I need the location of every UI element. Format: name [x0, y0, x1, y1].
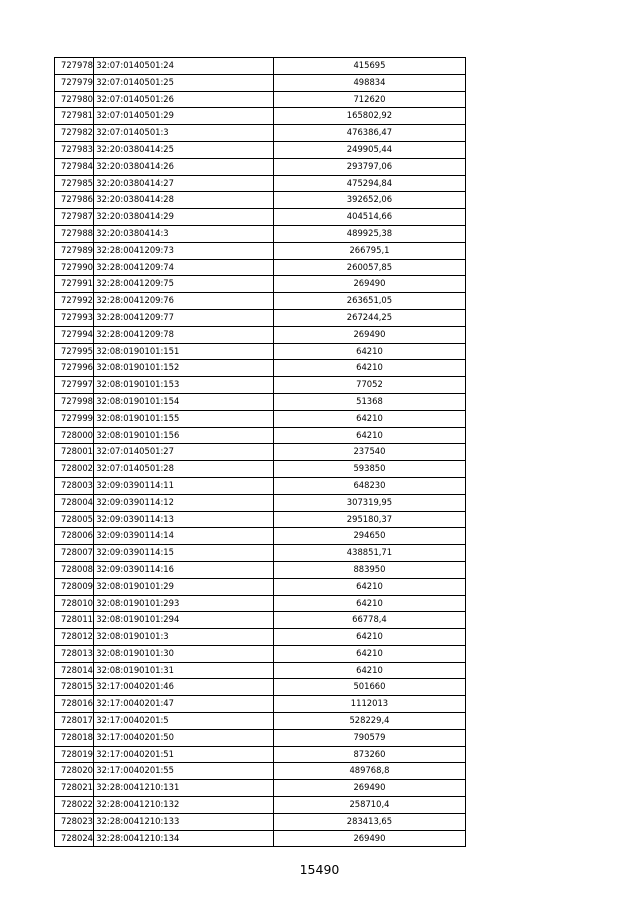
row-id-cell: 727991 [55, 276, 94, 293]
row-id-cell: 727982 [55, 125, 94, 142]
value-cell: 269490 [273, 276, 465, 293]
value-cell: 269490 [273, 326, 465, 343]
table-row [55, 561, 466, 578]
table-row [55, 461, 466, 478]
value-cell: 293797,06 [273, 158, 465, 175]
value-cell: 269490 [273, 780, 465, 797]
table-row [55, 91, 466, 108]
table-row [55, 74, 466, 91]
value-cell: 790579 [273, 729, 465, 746]
table-row [55, 528, 466, 545]
value-cell: 498834 [273, 74, 465, 91]
row-id-cell: 727978 [55, 58, 94, 75]
row-id-cell: 728010 [55, 595, 94, 612]
table-row [55, 242, 466, 259]
cadastral-number-cell: 32:09:0390114:16 [94, 561, 274, 578]
cadastral-number-cell: 32:08:0190101:29 [94, 578, 274, 595]
table-row [55, 578, 466, 595]
table-row [55, 276, 466, 293]
value-cell: 415695 [273, 58, 465, 75]
value-cell: 237540 [273, 444, 465, 461]
cadastral-number-cell: 32:08:0190101:3 [94, 629, 274, 646]
cadastral-number-cell: 32:28:0041209:77 [94, 309, 274, 326]
cadastral-number-cell: 32:28:0041209:75 [94, 276, 274, 293]
table-row [55, 225, 466, 242]
row-id-cell: 727986 [55, 192, 94, 209]
table-row [55, 58, 466, 75]
row-id-cell: 728013 [55, 645, 94, 662]
value-cell: 528229,4 [273, 713, 465, 730]
cadastral-number-cell: 32:08:0190101:153 [94, 377, 274, 394]
row-id-cell: 728003 [55, 477, 94, 494]
row-id-cell: 728016 [55, 696, 94, 713]
value-cell: 64210 [273, 645, 465, 662]
table-row [55, 797, 466, 814]
table-row [55, 612, 466, 629]
cadastral-number-cell: 32:09:0390114:15 [94, 545, 274, 562]
value-cell: 392652,06 [273, 192, 465, 209]
cadastral-number-cell: 32:09:0390114:14 [94, 528, 274, 545]
cadastral-number-cell: 32:07:0140501:25 [94, 74, 274, 91]
row-id-cell: 727989 [55, 242, 94, 259]
value-cell: 267244,25 [273, 309, 465, 326]
cadastral-number-cell: 32:28:0041209:76 [94, 293, 274, 310]
cadastral-number-cell: 32:08:0190101:151 [94, 343, 274, 360]
cadastral-number-cell: 32:09:0390114:11 [94, 477, 274, 494]
value-cell: 489768,8 [273, 763, 465, 780]
table-row [55, 192, 466, 209]
cadastral-number-cell: 32:20:0380414:3 [94, 225, 274, 242]
table-row [55, 595, 466, 612]
cadastral-number-cell: 32:20:0380414:29 [94, 209, 274, 226]
row-id-cell: 728017 [55, 713, 94, 730]
table-row [55, 763, 466, 780]
value-cell: 165802,92 [273, 108, 465, 125]
row-id-cell: 727984 [55, 158, 94, 175]
table-row [55, 427, 466, 444]
table-row [55, 713, 466, 730]
table-row [55, 141, 466, 158]
row-id-cell: 728000 [55, 427, 94, 444]
row-id-cell: 728006 [55, 528, 94, 545]
cadastral-number-cell: 32:08:0190101:152 [94, 360, 274, 377]
table-row [55, 511, 466, 528]
value-cell: 476386,47 [273, 125, 465, 142]
row-id-cell: 727979 [55, 74, 94, 91]
value-cell: 307319,95 [273, 494, 465, 511]
cadastral-number-cell: 32:17:0040201:51 [94, 746, 274, 763]
value-cell: 263651,05 [273, 293, 465, 310]
cadastral-number-cell: 32:17:0040201:46 [94, 679, 274, 696]
value-cell: 64210 [273, 662, 465, 679]
value-cell: 249905,44 [273, 141, 465, 158]
cadastral-number-cell: 32:07:0140501:26 [94, 91, 274, 108]
value-cell: 269490 [273, 830, 465, 847]
value-cell: 266795,1 [273, 242, 465, 259]
table-row [55, 629, 466, 646]
row-id-cell: 728009 [55, 578, 94, 595]
row-id-cell: 727992 [55, 293, 94, 310]
cadastral-number-cell: 32:07:0140501:28 [94, 461, 274, 478]
row-id-cell: 728001 [55, 444, 94, 461]
value-cell: 438851,71 [273, 545, 465, 562]
cadastral-number-cell: 32:08:0190101:31 [94, 662, 274, 679]
cadastral-number-cell: 32:08:0190101:154 [94, 393, 274, 410]
cadastral-number-cell: 32:20:0380414:28 [94, 192, 274, 209]
table-row [55, 780, 466, 797]
cadastral-number-cell: 32:20:0380414:27 [94, 175, 274, 192]
value-cell: 64210 [273, 578, 465, 595]
row-id-cell: 728008 [55, 561, 94, 578]
row-id-cell: 728019 [55, 746, 94, 763]
row-id-cell: 727994 [55, 326, 94, 343]
row-id-cell: 727983 [55, 141, 94, 158]
value-cell: 295180,37 [273, 511, 465, 528]
row-id-cell: 727990 [55, 259, 94, 276]
cadastral-number-cell: 32:07:0140501:3 [94, 125, 274, 142]
table-body [55, 58, 466, 847]
value-cell: 501660 [273, 679, 465, 696]
table-row [55, 259, 466, 276]
table-row [55, 309, 466, 326]
row-id-cell: 727997 [55, 377, 94, 394]
row-id-cell: 727996 [55, 360, 94, 377]
cadastral-number-cell: 32:28:0041209:74 [94, 259, 274, 276]
row-id-cell: 727993 [55, 309, 94, 326]
value-cell: 51368 [273, 393, 465, 410]
table-row [55, 444, 466, 461]
cadastral-number-cell: 32:28:0041210:131 [94, 780, 274, 797]
cadastral-number-cell: 32:17:0040201:50 [94, 729, 274, 746]
table-row [55, 813, 466, 830]
value-cell: 294650 [273, 528, 465, 545]
table-row [55, 830, 466, 847]
row-id-cell: 727987 [55, 209, 94, 226]
cadastral-number-cell: 32:17:0040201:47 [94, 696, 274, 713]
cadastral-number-cell: 32:20:0380414:26 [94, 158, 274, 175]
cadastral-number-cell: 32:08:0190101:156 [94, 427, 274, 444]
table-row [55, 125, 466, 142]
data-table [54, 57, 466, 847]
value-cell: 64210 [273, 629, 465, 646]
value-cell: 64210 [273, 360, 465, 377]
table-row [55, 696, 466, 713]
value-cell: 873260 [273, 746, 465, 763]
page-number: 15490 [299, 862, 340, 877]
row-id-cell: 727995 [55, 343, 94, 360]
table-row [55, 477, 466, 494]
cadastral-number-cell: 32:08:0190101:155 [94, 410, 274, 427]
cadastral-number-cell: 32:17:0040201:55 [94, 763, 274, 780]
table-row [55, 393, 466, 410]
value-cell: 883950 [273, 561, 465, 578]
table-row [55, 746, 466, 763]
row-id-cell: 728022 [55, 797, 94, 814]
value-cell: 648230 [273, 477, 465, 494]
row-id-cell: 728005 [55, 511, 94, 528]
cadastral-number-cell: 32:07:0140501:29 [94, 108, 274, 125]
row-id-cell: 727980 [55, 91, 94, 108]
cadastral-number-cell: 32:08:0190101:30 [94, 645, 274, 662]
cadastral-number-cell: 32:08:0190101:294 [94, 612, 274, 629]
value-cell: 283413,65 [273, 813, 465, 830]
value-cell: 66778,4 [273, 612, 465, 629]
row-id-cell: 727999 [55, 410, 94, 427]
table-row [55, 410, 466, 427]
value-cell: 258710,4 [273, 797, 465, 814]
cadastral-number-cell: 32:07:0140501:27 [94, 444, 274, 461]
table-row [55, 326, 466, 343]
value-cell: 593850 [273, 461, 465, 478]
cadastral-number-cell: 32:17:0040201:5 [94, 713, 274, 730]
table-row [55, 494, 466, 511]
value-cell: 64210 [273, 427, 465, 444]
cadastral-number-cell: 32:08:0190101:293 [94, 595, 274, 612]
value-cell: 64210 [273, 343, 465, 360]
cadastral-number-cell: 32:28:0041209:78 [94, 326, 274, 343]
value-cell: 489925,38 [273, 225, 465, 242]
row-id-cell: 728011 [55, 612, 94, 629]
row-id-cell: 727988 [55, 225, 94, 242]
table-row [55, 645, 466, 662]
cadastral-number-cell: 32:28:0041210:132 [94, 797, 274, 814]
table-row [55, 377, 466, 394]
row-id-cell: 728018 [55, 729, 94, 746]
table-row [55, 293, 466, 310]
table-row [55, 343, 466, 360]
cadastral-number-cell: 32:09:0390114:12 [94, 494, 274, 511]
table-row [55, 679, 466, 696]
row-id-cell: 728014 [55, 662, 94, 679]
row-id-cell: 728002 [55, 461, 94, 478]
row-id-cell: 728015 [55, 679, 94, 696]
row-id-cell: 728024 [55, 830, 94, 847]
row-id-cell: 728020 [55, 763, 94, 780]
cadastral-number-cell: 32:28:0041210:134 [94, 830, 274, 847]
table-row [55, 158, 466, 175]
cadastral-number-cell: 32:28:0041210:133 [94, 813, 274, 830]
table-row [55, 175, 466, 192]
cadastral-number-cell: 32:07:0140501:24 [94, 58, 274, 75]
row-id-cell: 728004 [55, 494, 94, 511]
value-cell: 475294,84 [273, 175, 465, 192]
row-id-cell: 728007 [55, 545, 94, 562]
row-id-cell: 727998 [55, 393, 94, 410]
table-row [55, 108, 466, 125]
row-id-cell: 728021 [55, 780, 94, 797]
cadastral-number-cell: 32:28:0041209:73 [94, 242, 274, 259]
value-cell: 712620 [273, 91, 465, 108]
value-cell: 64210 [273, 410, 465, 427]
table-row [55, 360, 466, 377]
value-cell: 64210 [273, 595, 465, 612]
value-cell: 1112013 [273, 696, 465, 713]
value-cell: 260057,85 [273, 259, 465, 276]
value-cell: 77052 [273, 377, 465, 394]
row-id-cell: 727985 [55, 175, 94, 192]
table-row [55, 662, 466, 679]
row-id-cell: 728023 [55, 813, 94, 830]
value-cell: 404514,66 [273, 209, 465, 226]
table-row [55, 545, 466, 562]
row-id-cell: 728012 [55, 629, 94, 646]
table-row [55, 729, 466, 746]
cadastral-number-cell: 32:20:0380414:25 [94, 141, 274, 158]
table-row [55, 209, 466, 226]
cadastral-number-cell: 32:09:0390114:13 [94, 511, 274, 528]
row-id-cell: 727981 [55, 108, 94, 125]
